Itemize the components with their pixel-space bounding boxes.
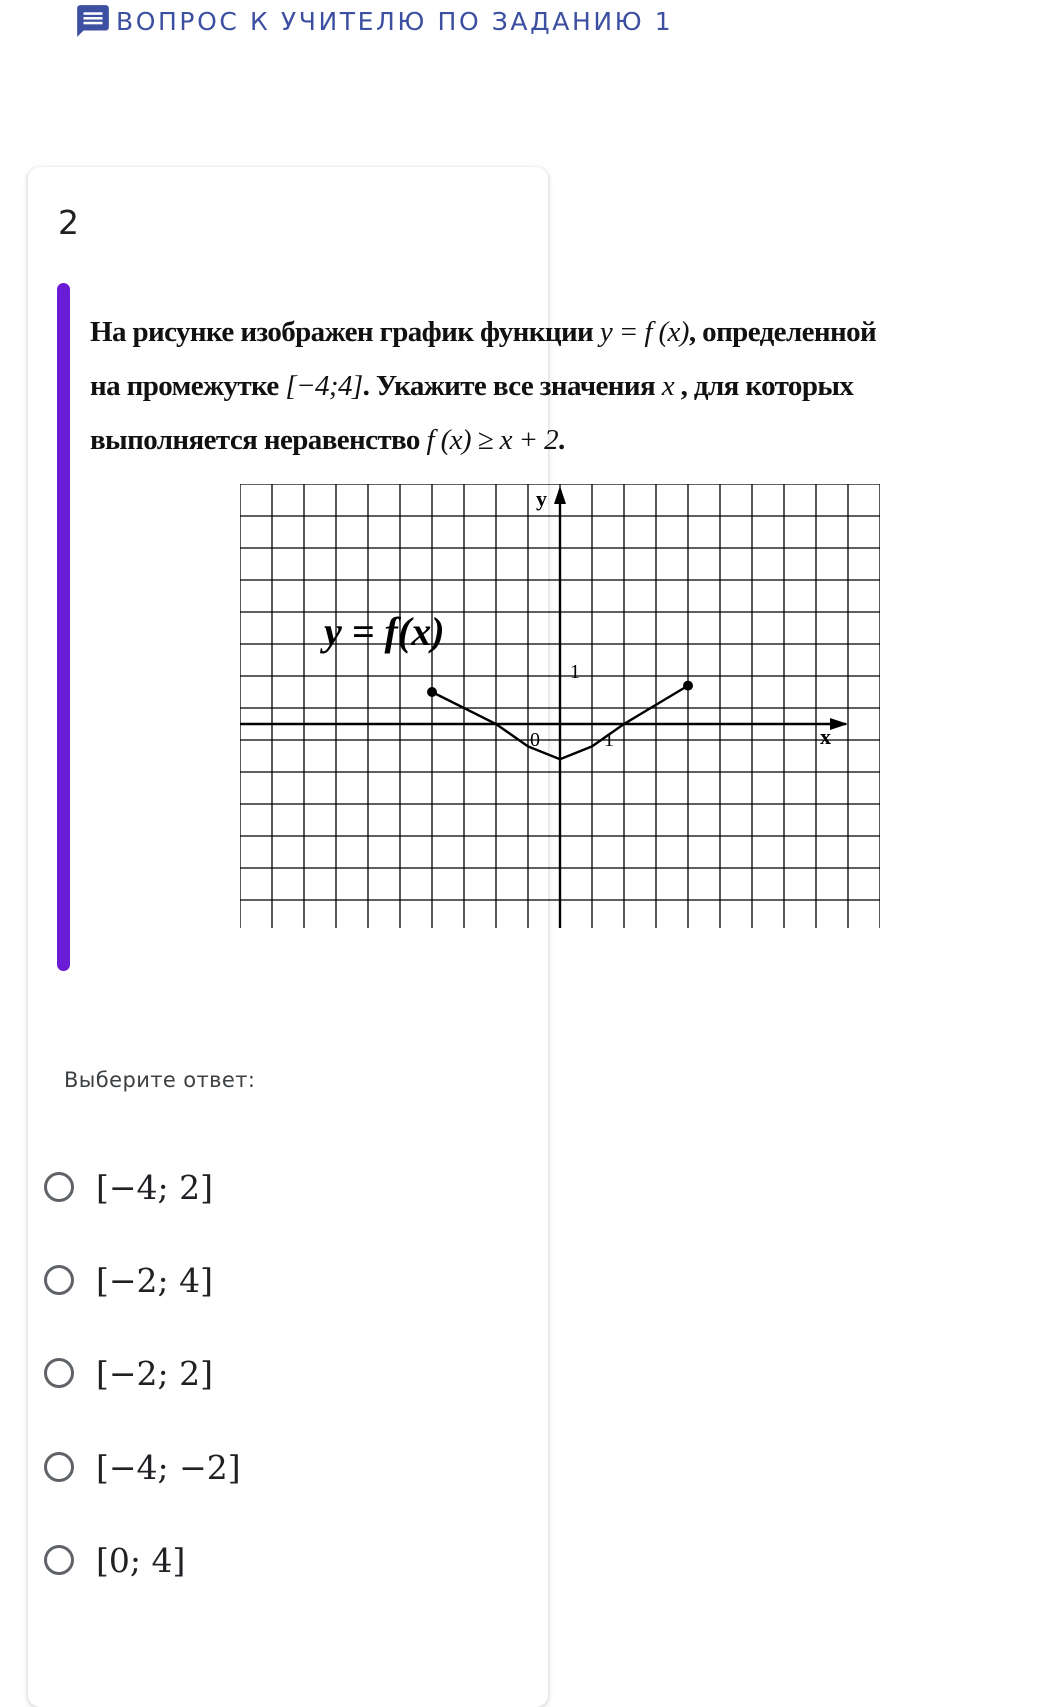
y-axis-label: y [536,486,547,511]
answer-prompt: Выберите ответ: [64,1068,256,1092]
question-accent-bar [57,283,70,971]
unit-y-label: 1 [570,661,580,683]
radio-button-icon[interactable] [44,1545,74,1575]
radio-button-icon[interactable] [44,1172,74,1202]
curve-endpoint [427,687,437,697]
answer-option-label: [−4; −2] [96,1447,241,1487]
question-text-line: выполняется неравенство f (x) ≥ x + 2. [90,424,565,456]
curve-endpoint [683,681,693,691]
y-axis-arrow-icon [554,486,566,504]
answer-option-label: [−2; 2] [96,1353,213,1393]
answer-option[interactable] [44,1349,213,1397]
radio-button-icon[interactable] [44,1452,74,1482]
answer-option[interactable] [44,1443,241,1491]
answer-option[interactable] [44,1256,213,1304]
question-text [90,305,1030,467]
x-axis [240,718,848,730]
x-axis-label: x [820,724,831,749]
answer-option[interactable] [44,1163,213,1211]
answer-option-label: [−4; 2] [96,1167,213,1207]
graph-function-label: y = f(x) [324,609,445,654]
answer-option-label: [−2; 4] [96,1260,213,1300]
y-axis [554,486,566,928]
ask-teacher-link[interactable] [74,4,673,38]
x-axis-arrow-icon [830,718,848,730]
question-text-line: на промежутке [−4;4]. Укажите все значения x , для которых [90,370,854,402]
origin-label: 0 [530,729,540,751]
question-number: 2 [58,203,79,242]
answer-option[interactable] [44,1536,185,1584]
function-graph [240,484,880,928]
ask-teacher-link-text: ВОПРОС К УЧИТЕЛЮ ПО ЗАДАНИЮ 1 [116,6,674,36]
chat-icon [74,2,112,40]
radio-button-icon[interactable] [44,1265,74,1295]
question-text-line: На рисунке изображен график функции y = f (x), определенной [90,316,877,348]
radio-button-icon[interactable] [44,1358,74,1388]
answer-option-label: [0; 4] [96,1540,186,1580]
unit-x-label: 1 [604,729,614,751]
